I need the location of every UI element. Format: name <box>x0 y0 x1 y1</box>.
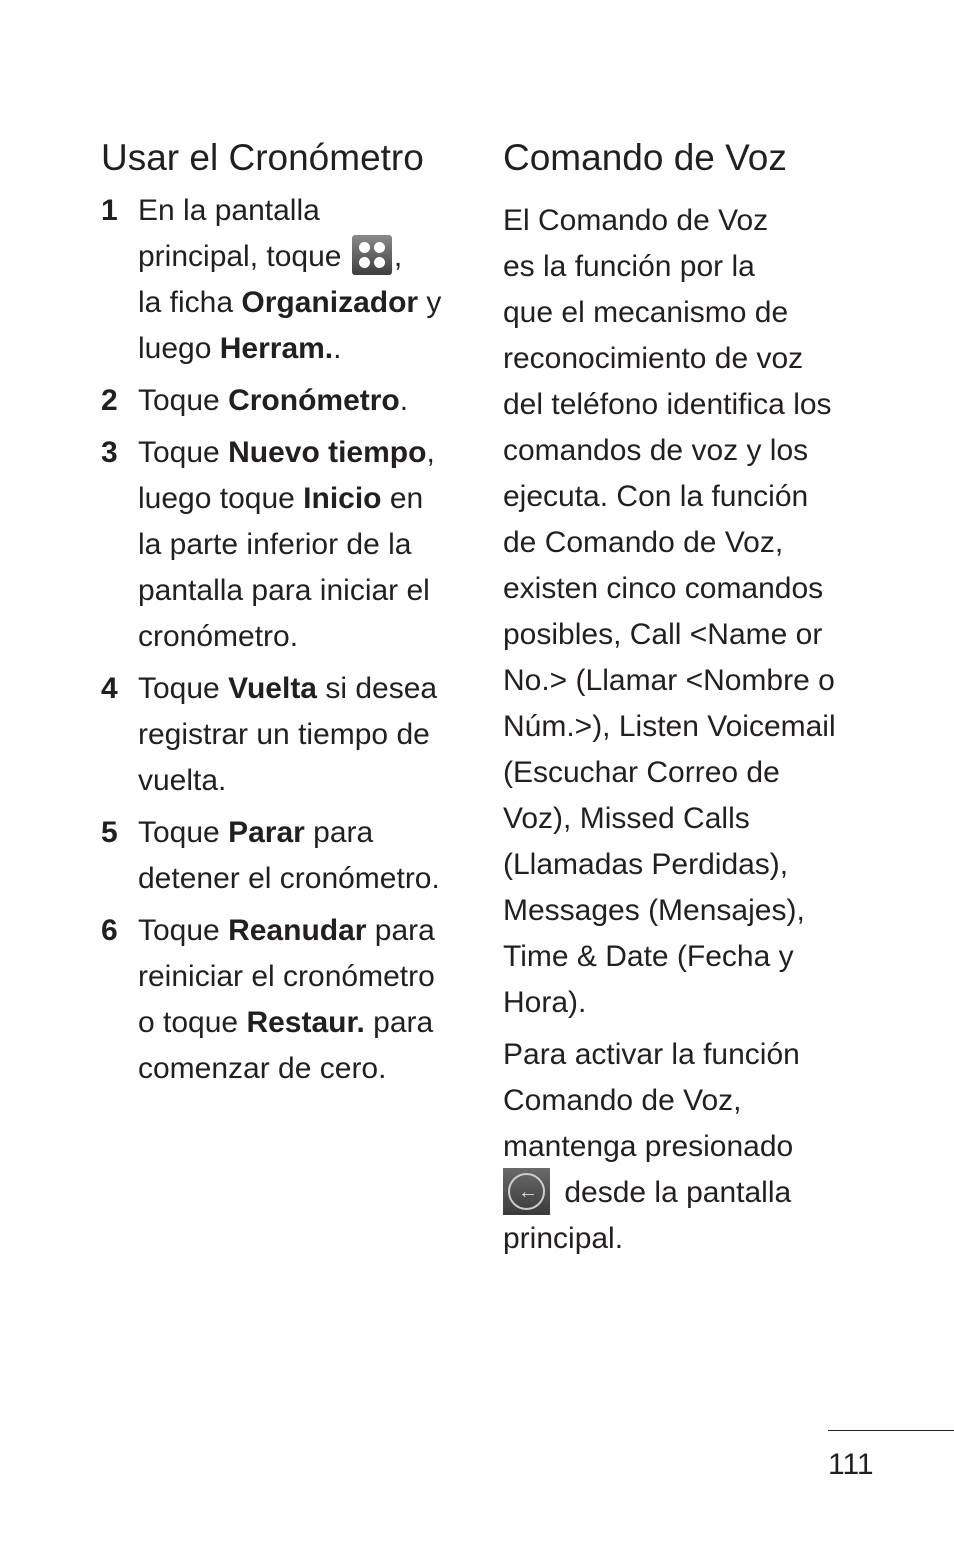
text-run: vuelta. <box>138 764 227 797</box>
text-run: para <box>366 914 435 947</box>
text-run: si desea <box>317 672 438 705</box>
text-run: del teléfono identifica los <box>503 388 832 421</box>
text-line <box>503 382 903 428</box>
text-run: reiniciar el cronómetro <box>138 960 435 993</box>
text-run: desde la pantalla <box>556 1176 792 1209</box>
section-heading: Usar el Cronómetro <box>101 137 424 178</box>
text-run: registrar un tiempo de <box>138 718 430 751</box>
step-item <box>101 430 481 660</box>
text-line <box>503 428 903 474</box>
text-run: . <box>399 384 409 417</box>
text-line <box>503 842 903 888</box>
text-line <box>138 188 481 234</box>
text-line <box>138 378 481 424</box>
text-run: . <box>333 332 342 365</box>
text-line <box>503 1078 903 1124</box>
bold-term: Cronómetro <box>228 384 400 417</box>
text-line <box>503 566 903 612</box>
text-line <box>138 712 481 758</box>
step-number: 3 <box>101 436 118 469</box>
text-line <box>503 1032 903 1078</box>
text-run: No.> (Llamar <Nombre o <box>503 664 835 697</box>
paragraph <box>503 1032 903 1262</box>
text-line <box>138 476 481 522</box>
paragraphs <box>503 198 903 1262</box>
text-run: Hora). <box>503 986 587 1019</box>
section-heading: Comando de Voz <box>503 137 787 178</box>
text-line <box>138 1046 481 1092</box>
step-item <box>101 378 481 424</box>
step-number: 6 <box>101 914 118 947</box>
text-line <box>503 1170 903 1216</box>
text-line <box>138 954 481 1000</box>
text-run: Toque <box>138 816 229 849</box>
text-line <box>138 234 481 280</box>
steps-list <box>101 188 481 1092</box>
text-run: (Escuchar Correo de <box>503 756 780 789</box>
text-line <box>503 198 903 244</box>
text-run: para <box>364 1006 434 1039</box>
text-line <box>503 934 903 980</box>
bold-term: Organizador <box>241 286 419 319</box>
page-number: 111 <box>828 1448 874 1481</box>
text-run: reconocimiento de voz <box>503 342 804 375</box>
text-line <box>503 704 903 750</box>
text-run: y <box>418 286 442 319</box>
voice-command-section <box>503 135 903 1268</box>
text-run: en <box>381 482 424 515</box>
text-run: Time & Date (Fecha y <box>503 940 794 973</box>
text-line <box>138 568 481 614</box>
text-line <box>503 1124 903 1170</box>
text-run: o toque <box>138 1006 247 1039</box>
text-run: pantalla para iniciar el <box>138 574 430 607</box>
text-line <box>503 336 903 382</box>
text-run: El Comando de Voz <box>503 204 769 237</box>
step-item <box>101 810 481 902</box>
step-number: 2 <box>101 384 118 417</box>
step-item <box>101 188 481 372</box>
text-run: Toque <box>138 914 229 947</box>
text-run: Comando de Voz, <box>503 1084 742 1117</box>
text-line <box>503 290 903 336</box>
step-item <box>101 908 481 1092</box>
text-run: ejecuta. Con la función <box>503 480 809 513</box>
text-run: es la función por la <box>503 250 755 283</box>
text-line <box>138 856 481 902</box>
text-run: En la pantalla <box>138 194 320 227</box>
text-run: Toque <box>138 672 229 705</box>
bold-term: Inicio <box>303 482 382 515</box>
text-run: Voz), Missed Calls <box>503 802 750 835</box>
text-run: la parte inferior de la <box>138 528 412 561</box>
text-run: existen cinco comandos <box>503 572 824 605</box>
text-line <box>503 244 903 290</box>
text-line <box>138 522 481 568</box>
text-line <box>138 326 481 372</box>
text-run: comenzar de cero. <box>138 1052 387 1085</box>
text-line <box>138 908 481 954</box>
text-run: principal, toque <box>138 240 350 273</box>
voice-command-back-key-icon <box>503 1168 550 1215</box>
text-line <box>503 612 903 658</box>
bold-term: Nuevo tiempo <box>228 436 427 469</box>
text-run: para <box>304 816 374 849</box>
text-run: (Llamadas Perdidas), <box>503 848 789 881</box>
bold-term: Vuelta <box>228 672 317 705</box>
text-line <box>138 614 481 660</box>
text-run: principal. <box>503 1222 624 1255</box>
text-run: mantenga presionado <box>503 1130 794 1163</box>
bold-term: Parar <box>228 816 305 849</box>
text-run: Messages (Mensajes), <box>503 894 805 927</box>
bold-term: Restaur. <box>246 1006 365 1039</box>
text-line <box>138 666 481 712</box>
text-line <box>138 280 481 326</box>
text-line <box>503 658 903 704</box>
text-line <box>503 474 903 520</box>
text-run: , <box>426 436 435 469</box>
text-run: Para activar la función <box>503 1038 800 1071</box>
text-line <box>138 758 481 804</box>
arrow-left-icon: ← <box>518 1180 538 1203</box>
stopwatch-section <box>101 135 481 1098</box>
text-run: la ficha <box>138 286 242 319</box>
text-run: que el mecanismo de <box>503 296 789 329</box>
text-run: de Comando de Voz, <box>503 526 784 559</box>
text-line <box>503 1216 903 1262</box>
text-run: comandos de voz y los <box>503 434 809 467</box>
step-item <box>101 666 481 804</box>
text-line <box>503 888 903 934</box>
text-run: cronómetro. <box>138 620 299 653</box>
bold-term: Reanudar <box>228 914 367 947</box>
text-run: luego <box>138 332 220 365</box>
text-line <box>138 430 481 476</box>
text-line <box>503 750 903 796</box>
text-run: luego toque <box>138 482 304 515</box>
step-number: 4 <box>101 672 118 705</box>
step-number: 1 <box>101 194 118 227</box>
text-run: Toque <box>138 436 229 469</box>
footer-rule <box>828 1430 954 1431</box>
apps-grid-icon <box>352 235 392 275</box>
text-line <box>503 796 903 842</box>
text-run: detener el cronómetro. <box>138 862 440 895</box>
paragraph <box>503 198 903 1026</box>
text-line <box>503 520 903 566</box>
text-run: posibles, Call <Name or <box>503 618 823 651</box>
text-line <box>138 1000 481 1046</box>
text-line <box>503 980 903 1026</box>
bold-term: Herram. <box>219 332 334 365</box>
text-run: Toque <box>138 384 229 417</box>
step-number: 5 <box>101 816 118 849</box>
text-run: Núm.>), Listen Voicemail <box>503 710 836 743</box>
text-run: , <box>393 240 403 273</box>
text-line <box>138 810 481 856</box>
